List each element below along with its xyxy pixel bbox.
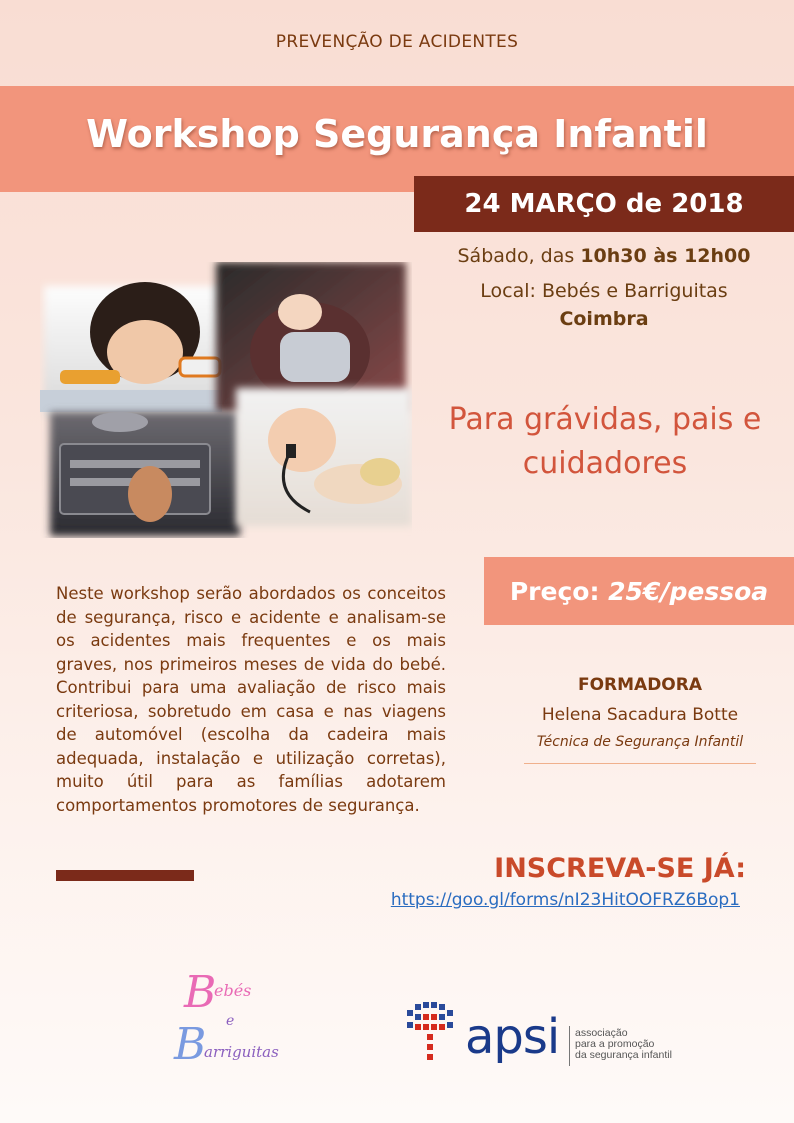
photo-child-stove [50, 412, 240, 536]
photo-baby-plug [236, 388, 412, 526]
description: Neste workshop serão abordados os conceitos de segurança, risco e acidente e analisam-se os acidentes mais frequentes e os mais graves, nos primeiros meses de vida do bebé. Contribui para uma avaliação de risco mais criteriosa, sobretudo em casa e nas viagens de automóvel (escolha da cadeira mais adequada, instalação e utilização corretas), muito útil para as famílias adotarem comportamentos promotores de segurança. [56, 584, 446, 815]
price [484, 577, 794, 606]
apsi-tagline-3: da segurança infantil [575, 1049, 672, 1061]
apsi-tagline-2: para a promoção [575, 1038, 655, 1050]
price-label: Preço: [509, 577, 609, 606]
apsi-mark-icon [405, 1000, 463, 1062]
price-value: 25€/pessoa [608, 577, 769, 606]
time-prefix: Sábado, das [457, 245, 581, 267]
trainer-name: Helena Sacadura Botte [541, 705, 739, 725]
logo-text-e: e [226, 1013, 235, 1029]
time-value: 10h30 às 12h00 [580, 245, 751, 267]
trainer-role: Técnica de Segurança Infantil [536, 734, 744, 750]
apsi-tagline [575, 1028, 672, 1061]
apsi-logo [405, 1000, 695, 1080]
top-label: PREVENÇÃO DE ACIDENTES [275, 32, 519, 52]
apsi-wordmark: apsi [465, 1009, 560, 1065]
event-time [414, 245, 794, 267]
trainer-heading: FORMADORA [577, 675, 703, 695]
logo-text-bebes: ebés [214, 981, 252, 1000]
event-date: 24 MARÇO de 2018 [464, 189, 744, 219]
signup-link[interactable]: https://goo.gl/forms/nI23HitOOFRZ6Bop1 [390, 890, 740, 910]
signup-heading: INSCREVA-SE JÁ: [494, 853, 746, 884]
page-title: Workshop Segurança Infantil [86, 112, 708, 156]
logo-text-barriguitas: arriguitas [204, 1043, 279, 1061]
event-location: Local: Bebés e Barriguitas [480, 280, 728, 302]
accent-bar [56, 870, 194, 881]
photo-collage [40, 262, 412, 538]
bebes-barriguitas-logo [170, 965, 300, 1075]
apsi-tagline-1: associação [575, 1027, 628, 1039]
event-city: Coimbra [559, 308, 649, 330]
photo-child-pills [40, 282, 222, 416]
audience-text: Para grávidas, pais e cuidadores [448, 402, 762, 481]
logo-letter-b1: B [184, 967, 217, 1018]
trainer-divider [524, 763, 756, 764]
logo-letter-b2: B [174, 1019, 207, 1070]
